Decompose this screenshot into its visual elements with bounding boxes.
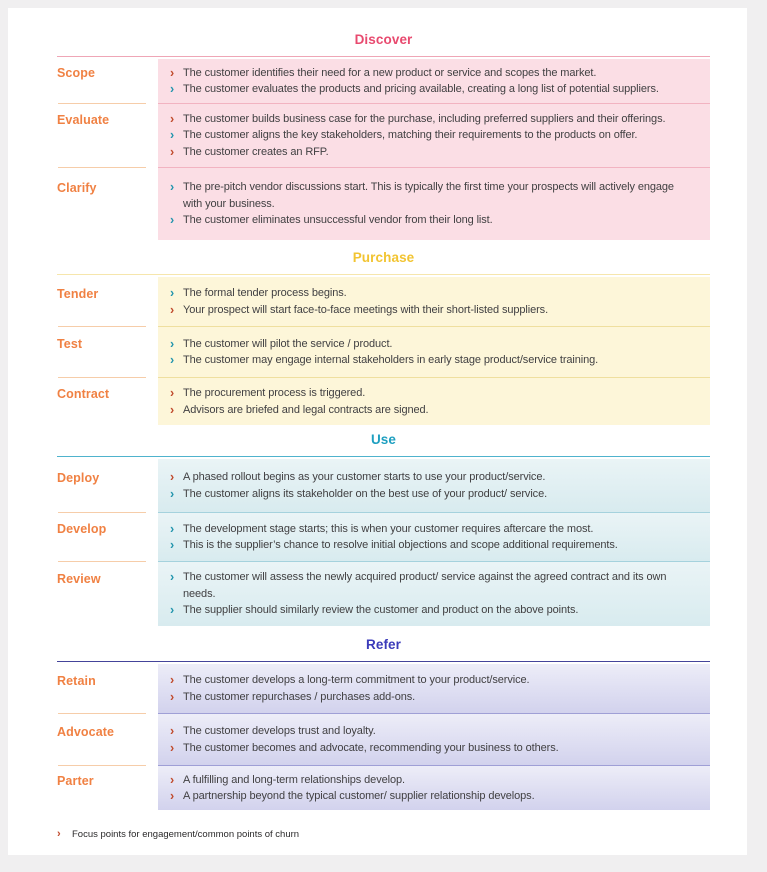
phase-title: Use	[370, 432, 397, 447]
stage-label: Evaluate	[57, 113, 110, 127]
stage-label: Review	[57, 572, 101, 586]
bullet-text: The customer develops trust and loyalty.	[183, 725, 376, 737]
bullet-text: The customer will assess the newly acquired product/ service against the agreed contract and its own needs.	[183, 571, 667, 600]
bullet-item	[170, 672, 696, 689]
chevron-bullet-icon	[170, 179, 183, 212]
stage-row	[57, 103, 710, 167]
chevron-bullet-icon	[170, 285, 183, 302]
phase-rows	[57, 277, 710, 425]
chevron-bullet-icon	[170, 521, 183, 538]
bullet-item	[170, 602, 696, 619]
stage-bullets	[158, 713, 710, 765]
bullet-text: The customer identifies their need for a new product or service and scopes the market.	[183, 66, 597, 79]
chevron-bullet-icon	[170, 302, 183, 319]
stage-label-cell	[57, 459, 158, 512]
bullet-text: The development stage starts; this is when your customer requires aftercare the most.	[183, 522, 594, 535]
bullet-item	[170, 740, 696, 757]
bullet-item	[170, 65, 696, 82]
stage-bullets	[158, 664, 710, 713]
bullet-item	[170, 352, 696, 369]
stage-bullets	[158, 103, 710, 167]
stage-label: Develop	[57, 522, 107, 536]
chevron-bullet-icon	[170, 672, 183, 689]
stage-label-cell	[57, 167, 158, 240]
bullet-item	[170, 689, 696, 706]
bullet-text: The formal tender process begins.	[183, 287, 347, 299]
bullet-text: The customer aligns its stakeholder on the best use of your product/ service.	[183, 487, 548, 500]
bullet-item	[170, 537, 696, 554]
stage-bullets	[158, 326, 710, 377]
stage-bullets	[158, 512, 710, 561]
bullet-item	[170, 772, 696, 789]
stage-label: Contract	[57, 387, 110, 401]
bullet-item	[170, 336, 696, 353]
stage-label: Tender	[57, 287, 99, 301]
stage-label: Retain	[57, 674, 96, 688]
stage-bullets	[158, 561, 710, 626]
chevron-bullet-icon	[170, 569, 183, 602]
phase-underline	[57, 456, 710, 457]
phase-rows	[57, 459, 710, 626]
legend	[57, 828, 299, 841]
chevron-bullet-icon	[170, 772, 183, 789]
legend-chevron-icon	[57, 828, 72, 841]
bullet-item	[170, 569, 696, 602]
stage-row	[57, 664, 710, 713]
stage-label: Scope	[57, 66, 96, 80]
bullet-text: The customer creates an RFP.	[183, 145, 329, 158]
stage-row	[57, 167, 710, 240]
bullet-item	[170, 111, 696, 128]
chevron-bullet-icon	[170, 144, 183, 161]
stage-label-cell	[57, 713, 158, 765]
chevron-bullet-icon	[170, 402, 183, 419]
bullet-item	[170, 302, 696, 319]
stage-label-cell	[57, 664, 158, 713]
stage-row	[57, 512, 710, 561]
stage-bullets	[158, 459, 710, 512]
stage-row	[57, 326, 710, 377]
bullet-item	[170, 469, 696, 486]
chevron-bullet-icon	[170, 385, 183, 402]
bullet-text: The customer becomes and advocate, recommending your business to others.	[183, 741, 559, 754]
chevron-bullet-icon	[170, 81, 183, 98]
bullet-text: The customer evaluates the products and pricing available, creating a long list of potential suppliers.	[183, 83, 659, 95]
legend-label: Focus points for engagement/common points of churn	[72, 829, 300, 840]
chevron-bullet-icon	[170, 336, 183, 353]
chevron-bullet-icon	[170, 689, 183, 706]
bullet-item	[170, 521, 696, 538]
bullet-item	[170, 144, 696, 161]
chevron-bullet-icon	[170, 602, 183, 619]
bullet-text: The customer eliminates unsuccessful vendor from their long list.	[183, 214, 493, 227]
chevron-bullet-icon	[170, 537, 183, 554]
stage-label: Clarify	[57, 181, 97, 195]
chevron-bullet-icon	[170, 127, 183, 144]
chevron-bullet-icon	[170, 111, 183, 128]
stage-bullets	[158, 59, 710, 103]
stage-row	[57, 459, 710, 512]
stage-label-cell	[57, 277, 158, 326]
bullet-text: A phased rollout begins as your customer starts to use your product/service.	[183, 471, 546, 483]
bullet-item	[170, 81, 696, 98]
chevron-bullet-icon	[170, 212, 183, 229]
phase-underline	[57, 661, 710, 662]
stage-bullets	[158, 277, 710, 326]
stage-label-cell	[57, 765, 158, 810]
bullet-text: The customer may engage internal stakeholders in early stage product/service training.	[183, 354, 599, 366]
chevron-bullet-icon	[170, 788, 183, 805]
stage-row	[57, 277, 710, 326]
stage-bullets	[158, 167, 710, 240]
bullet-item	[170, 402, 696, 419]
phase-rows	[57, 664, 710, 810]
stage-row	[57, 377, 710, 425]
bullet-text: A fulfilling and long-term relationships develop.	[183, 773, 405, 786]
bullet-item	[170, 179, 696, 212]
bullet-item	[170, 723, 696, 740]
bullet-item	[170, 385, 696, 402]
chevron-bullet-icon	[170, 723, 183, 740]
stage-label-cell	[57, 59, 158, 103]
bullet-item	[170, 788, 696, 805]
bullet-text: The customer aligns the key stakeholders, matching their requirements to the products on offer.	[183, 129, 638, 142]
bullet-text: A partnership beyond the typical customer/ supplier relationship develops.	[183, 790, 535, 802]
bullet-item	[170, 486, 696, 503]
stage-label-cell	[57, 326, 158, 377]
bullet-text: The supplier should similarly review the customer and product on the above points.	[183, 604, 579, 617]
bullet-text: The customer builds business case for the purchase, including preferred suppliers and their offerings.	[183, 112, 666, 125]
phase-title: Purchase	[352, 250, 415, 265]
bullet-text: The customer repurchases / purchases add-ons.	[183, 690, 416, 703]
bullet-text: Advisors are briefed and legal contracts are signed.	[183, 403, 429, 416]
phase-title: Discover	[354, 32, 413, 47]
stage-label: Parter	[57, 774, 94, 788]
phase-underline	[57, 56, 710, 57]
stage-label: Deploy	[57, 471, 100, 485]
phase-rows	[57, 59, 710, 240]
stage-bullets	[158, 377, 710, 425]
bullet-text: The customer will pilot the service / product.	[183, 337, 393, 350]
stage-label-cell	[57, 377, 158, 425]
stage-row	[57, 713, 710, 765]
bullet-item	[170, 212, 696, 229]
chevron-bullet-icon	[170, 486, 183, 503]
phase-title: Refer	[365, 637, 401, 652]
chevron-bullet-icon	[170, 740, 183, 757]
bullet-text: Your prospect will start face-to-face meetings with their short-listed suppliers.	[183, 303, 549, 316]
stage-bullets	[158, 765, 710, 810]
bullet-item	[170, 285, 696, 302]
phase-underline	[57, 274, 710, 275]
stage-row	[57, 59, 710, 103]
chevron-bullet-icon	[170, 469, 183, 486]
stage-label-cell	[57, 103, 158, 167]
stage-label: Test	[57, 337, 83, 351]
bullet-item	[170, 127, 696, 144]
stage-row	[57, 765, 710, 810]
bullet-text: The procurement process is triggered.	[183, 387, 366, 399]
chevron-bullet-icon	[170, 65, 183, 82]
stage-label-cell	[57, 512, 158, 561]
bullet-text: The pre-pitch vendor discussions start. This is typically the first time your prospects will actively engage with your business.	[183, 181, 674, 210]
stage-label: Advocate	[57, 725, 115, 739]
bullet-text: This is the supplier’s chance to resolve initial objections and scope additional requirements.	[183, 539, 618, 551]
stage-row	[57, 561, 710, 626]
chevron-bullet-icon	[170, 352, 183, 369]
bullet-text: The customer develops a long-term commitment to your product/service.	[183, 674, 530, 686]
stage-label-cell	[57, 561, 158, 626]
